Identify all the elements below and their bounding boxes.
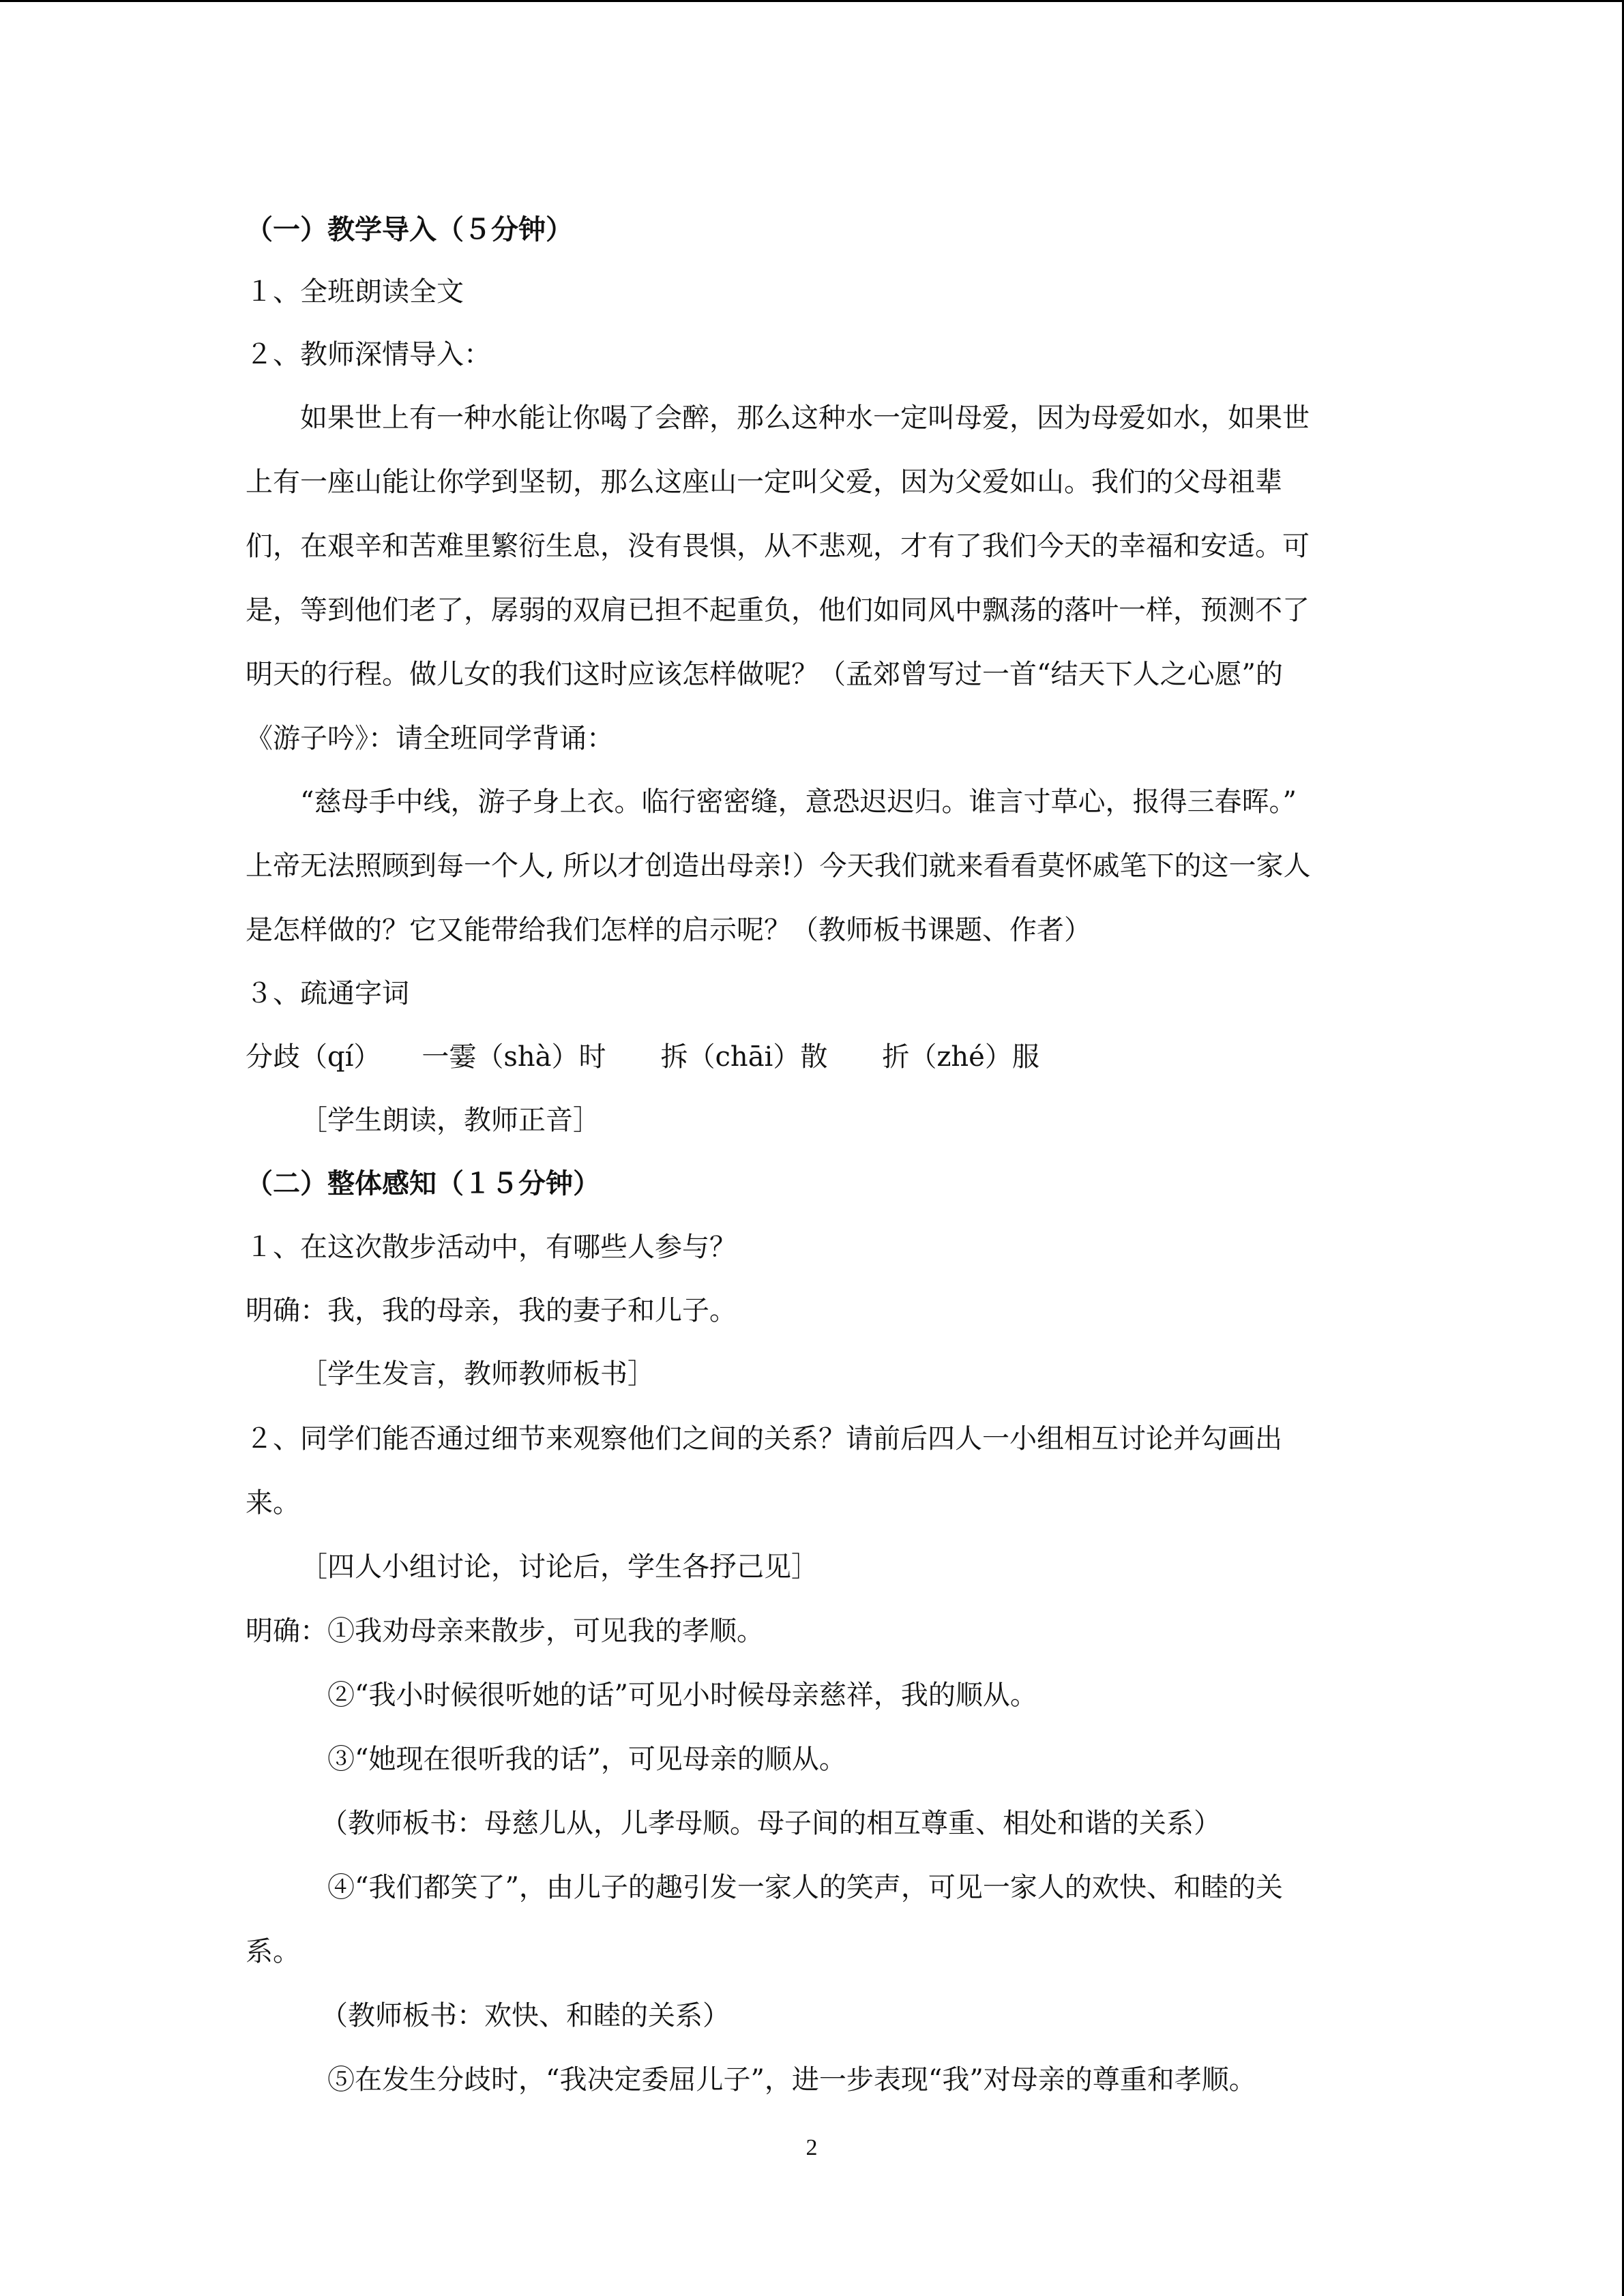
paragraph-line: 们，在艰辛和苦难里繁衍生息，没有畏惧，从不悲观，才有了我们今天的幸福和安适。可 (246, 531, 1310, 562)
answer-line: 明确：①我劝母亲来散步，可见我的孝顺。 (246, 1615, 764, 1647)
list-item-teacher-intro: ２、教师深情导入： (246, 339, 491, 370)
section-heading-intro: （一）教学导入（５分钟） (246, 213, 573, 245)
answer-line: ④“我们都笑了”，由儿子的趣引发一家人的笑声，可见一家人的欢快、和睦的关 (327, 1872, 1283, 1903)
teacher-note: ［四人小组讨论，讨论后，学生各抒己见］ (300, 1551, 818, 1583)
paragraph-line: 是怎样做的？它又能带给我们怎样的启示呢？（教师板书课题、作者） (246, 914, 1091, 946)
paragraph-line: 明天的行程。做儿女的我们这时应该怎样做呢？（孟郊曾写过一首“结天下人之心愿”的 (246, 659, 1283, 690)
paragraph-line: 《游子吟》：请全班同学背诵： (246, 723, 614, 754)
list-item-question: ２、同学们能否通过细节来观察他们之间的关系？请前后四人一小组相互讨论并勾画出 (246, 1423, 1282, 1455)
list-item-read-aloud: １、全班朗读全文 (246, 276, 464, 308)
top-border-rule (0, 0, 1624, 2)
list-item-vocabulary: ３、疏通字词 (246, 978, 409, 1009)
page-number: 2 (806, 2135, 818, 2160)
answer-line: ③“她现在很听我的话”，可见母亲的顺从。 (327, 1744, 846, 1775)
teacher-note: （教师板书：母慈儿从，儿孝母顺。母子间的相互尊重、相处和谐的关系） (321, 1808, 1221, 1839)
paragraph-line: 是，等到他们老了，孱弱的双肩已担不起重负，他们如同风中飘荡的落叶一样，预测不了 (246, 595, 1310, 626)
answer-line: ⑤在发生分歧时，“我决定委屈儿子”，进一步表现“我”对母亲的尊重和孝顺。 (327, 2064, 1256, 2096)
teacher-note: ［学生发言，教师教师板书］ (300, 1358, 655, 1390)
vocabulary-pinyin-line: 分歧（qí） 一霎（shà）时 拆（chāi）散 折（zhé）服 (246, 1041, 1039, 1073)
answer-line: 明确：我，我的母亲，我的妻子和儿子。 (246, 1295, 737, 1326)
poem-quote-line: “慈母手中线，游子身上衣。临行密密缝，意恐迟迟归。谁言寸草心，报得三春晖。” (300, 786, 1297, 818)
section-heading-overview: （二）整体感知（１５分钟） (246, 1167, 600, 1199)
teacher-note: （教师板书：欢快、和睦的关系） (321, 2000, 730, 2031)
paragraph-line: 系。 (246, 1936, 300, 1967)
paragraph-line: 来。 (246, 1487, 300, 1519)
teacher-note: ［学生朗读，教师正音］ (300, 1105, 600, 1136)
list-item-question: １、在这次散步活动中，有哪些人参与？ (246, 1232, 737, 1263)
paragraph-line: 上有一座山能让你学到坚韧，那么这座山一定叫父爱，因为父爱如山。我们的父母祖辈 (246, 466, 1282, 498)
paragraph-line: 如果世上有一种水能让你喝了会醉，那么这种水一定叫母爱，因为母爱如水，如果世 (300, 402, 1310, 434)
paragraph-line: 上帝无法照顾到每一个人, 所以才创造出母亲!）今天我们就来看看莫怀戚笔下的这一家人 (246, 850, 1311, 882)
answer-line: ②“我小时候很听她的话”可见小时候母亲慈祥，我的顺从。 (327, 1680, 1037, 1711)
